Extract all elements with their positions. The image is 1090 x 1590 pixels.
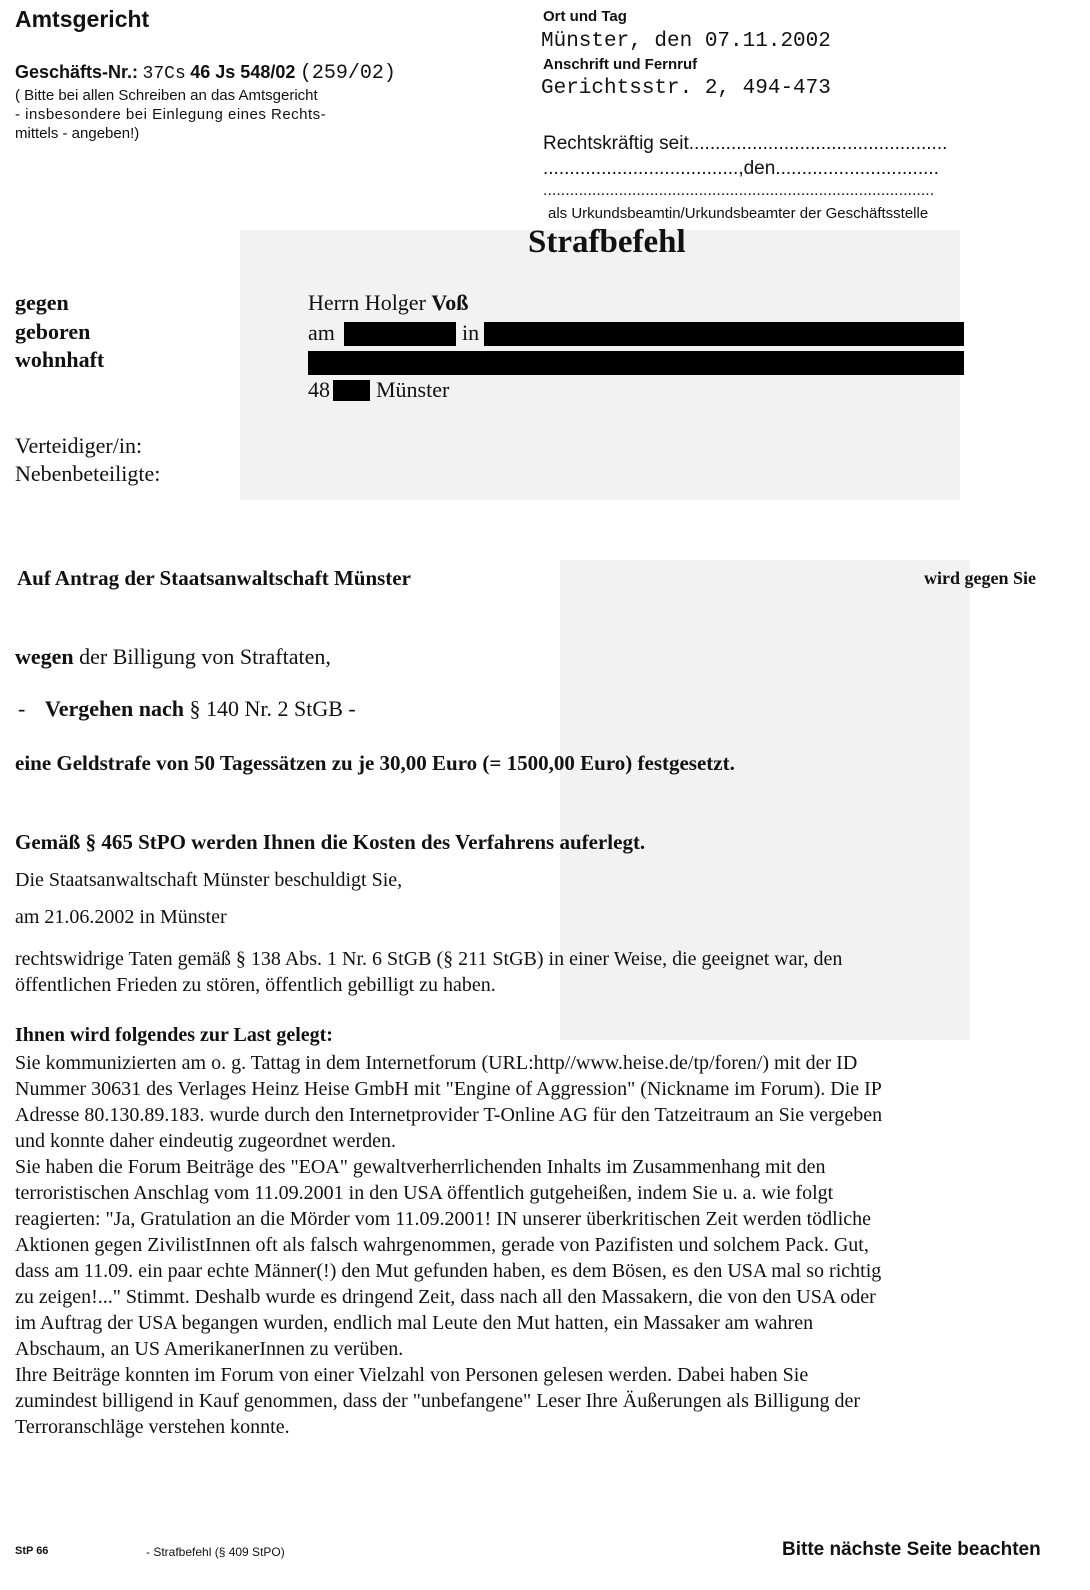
charge-line: Sie kommunizierten am o. g. Tattag in dem Internetforum (URL:http//www.heise.de/tp/foren/) mit der ID <box>15 1052 858 1074</box>
charge-line: und konnte daher eindeutig zugeordnet werden. <box>15 1130 396 1152</box>
document-title: Strafbefehl <box>528 224 686 260</box>
defendant-surname: Voß <box>431 290 469 315</box>
charge-line: Abschaum, an US AmerikanerInnen zu verüben. <box>15 1338 404 1360</box>
signature-dots-line: ........................................................................................ <box>543 182 935 199</box>
place-date-label: Ort und Tag <box>543 8 627 25</box>
case-number-note <box>15 86 326 143</box>
redacted-street-address <box>308 351 964 375</box>
costs-line: Gemäß § 465 StPO werden Ihnen die Kosten des Verfahrens auferlegt. <box>15 830 646 854</box>
note-line: ( Bitte bei allen Schreiben an das Amtsgericht <box>15 87 318 104</box>
charge-line: zu zeigen!..." Stimmt. Deshalb wurde es dringend Zeit, dass nach all den Massakern, die von den USA oder <box>15 1286 876 1308</box>
case-number-prefix: 37Cs <box>142 64 186 84</box>
accuses-line: Die Staatsanwaltschaft Münster beschuldigt Sie, <box>15 869 403 891</box>
charge-line: reagierten: "Ja, Gratulation an die Mörder vom 11.09.2001! IN unserer überkritischen Zeit werden tödliche <box>15 1208 872 1230</box>
place-date-value: Münster, den 07.11.2002 <box>541 30 831 53</box>
charge-line: terroristischen Anschlag vom 11.09.2001 in den USA öffentlich gutgeheißen, indem Sie u. a. wie folgt <box>15 1182 834 1204</box>
wegen-bold: wegen <box>15 644 74 669</box>
court-name: Amtsgericht <box>15 6 150 32</box>
offense-paragraph <box>15 946 842 998</box>
vergehen-rest: § 140 Nr. 2 StGB - <box>183 696 356 721</box>
den-line: .....................................,den............................... <box>543 158 939 179</box>
note-line: mittels - angeben!) <box>15 125 140 142</box>
offense-line: rechtswidrige Taten gemäß § 138 Abs. 1 Nr. 6 StGB (§ 211 StGB) in einer Weise, die geeignet war, den <box>15 948 843 970</box>
charge-line: im Auftrag der USA begangen wurden, endlich mal Leute den Mut hatten, ein Massaker am wahren <box>15 1312 814 1334</box>
charge-line: dass am 11.09. ein paar echte Männer(!) den Mut gefunden haben, es dem Bösen, es den USA mal so richtig <box>15 1260 882 1282</box>
resident-label: wohnhaft <box>15 347 105 372</box>
redacted-birth-place <box>484 322 964 346</box>
legal-since-line: Rechtskräftig seit................................................. <box>543 133 948 154</box>
next-page-note: Bitte nächste Seite beachten <box>782 1539 1041 1560</box>
form-code: StP 66 <box>15 1545 49 1557</box>
born-label: geboren <box>15 319 91 344</box>
fine-line: eine Geldstrafe von 50 Tagessätzen zu je 30,00 Euro (= 1500,00 Euro) festgesetzt. <box>15 751 735 775</box>
case-number-value: 46 Js 548/02 <box>190 62 296 82</box>
motion-text: Auf Antrag der Staatsanwaltschaft Münster <box>17 566 411 590</box>
postal-prefix: 48 <box>308 377 330 402</box>
charge-line: Adresse 80.130.89.183. wurde durch den Internetprovider T-Online AG für den Tatzeitraum an Sie vergeben <box>15 1104 883 1126</box>
defendant-name-prefix: Herrn Holger <box>308 290 426 315</box>
charge-line: Ihre Beiträge konnten im Forum von einer Vielzahl von Personen gelesen werden. Dabei haben Sie <box>15 1364 809 1386</box>
city: Münster <box>376 377 450 402</box>
charge-heading: Ihnen wird folgendes zur Last gelegt: <box>15 1024 333 1046</box>
born-in: in <box>462 320 480 345</box>
case-number-suffix: (259/02) <box>299 62 396 85</box>
form-name: - Strafbefehl (§ 409 StPO) <box>146 1545 285 1559</box>
born-am: am <box>308 320 335 345</box>
address-label: Anschrift und Fernruf <box>543 56 698 73</box>
date-place-line: am 21.06.2002 in Münster <box>15 906 227 928</box>
charge-line: Aktionen gegen ZivilistInnen oft als falsch wahrgenommen, gerade von Pazifisten und solchem Pack. Gut, <box>15 1234 869 1256</box>
redacted-postal-code <box>333 380 370 401</box>
clerk-caption: als Urkundsbeamtin/Urkundsbeamter der Geschäftsstelle <box>548 205 929 222</box>
case-number <box>15 62 396 85</box>
against-label: gegen <box>15 290 69 315</box>
wegen-rest: der Billigung von Straftaten, <box>73 644 331 669</box>
charge-line: Terroranschläge verstehen konnte. <box>15 1416 290 1438</box>
coparty-label: Nebenbeteiligte: <box>15 461 161 486</box>
defendant-name <box>308 290 469 316</box>
motion-text-right: wird gegen Sie <box>924 568 1036 588</box>
redacted-birth-date <box>344 322 456 346</box>
charge-paragraph <box>15 1050 882 1440</box>
case-number-label: Geschäfts-Nr.: <box>15 62 139 82</box>
note-line: - insbesondere bei Einlegung eines Rechts- <box>15 106 327 123</box>
defender-label: Verteidiger/in: <box>15 433 143 458</box>
charge-line: zumindest billigend in Kauf genommen, dass der "unbefangene" Leser Ihre Äußerungen als Billigung der <box>15 1390 860 1412</box>
offense-line: öffentlichen Frieden zu stören, öffentlich gebilligt zu haben. <box>15 974 496 996</box>
vergehen-dash: - <box>18 696 26 721</box>
charge-line: Nummer 30631 des Verlages Heinz Heise GmbH mit "Engine of Aggression" (Nickname im Forum). Die IP <box>15 1078 882 1100</box>
wegen-line <box>15 644 331 670</box>
address-value: Gerichtsstr. 2, 494-473 <box>541 77 831 100</box>
charge-line: Sie haben die Forum Beiträge des "EOA" gewaltverherrlichenden Inhalts im Zusammenhang mit den <box>15 1156 826 1178</box>
vergehen-line <box>18 696 356 722</box>
vergehen-bold: Vergehen nach <box>44 696 184 721</box>
